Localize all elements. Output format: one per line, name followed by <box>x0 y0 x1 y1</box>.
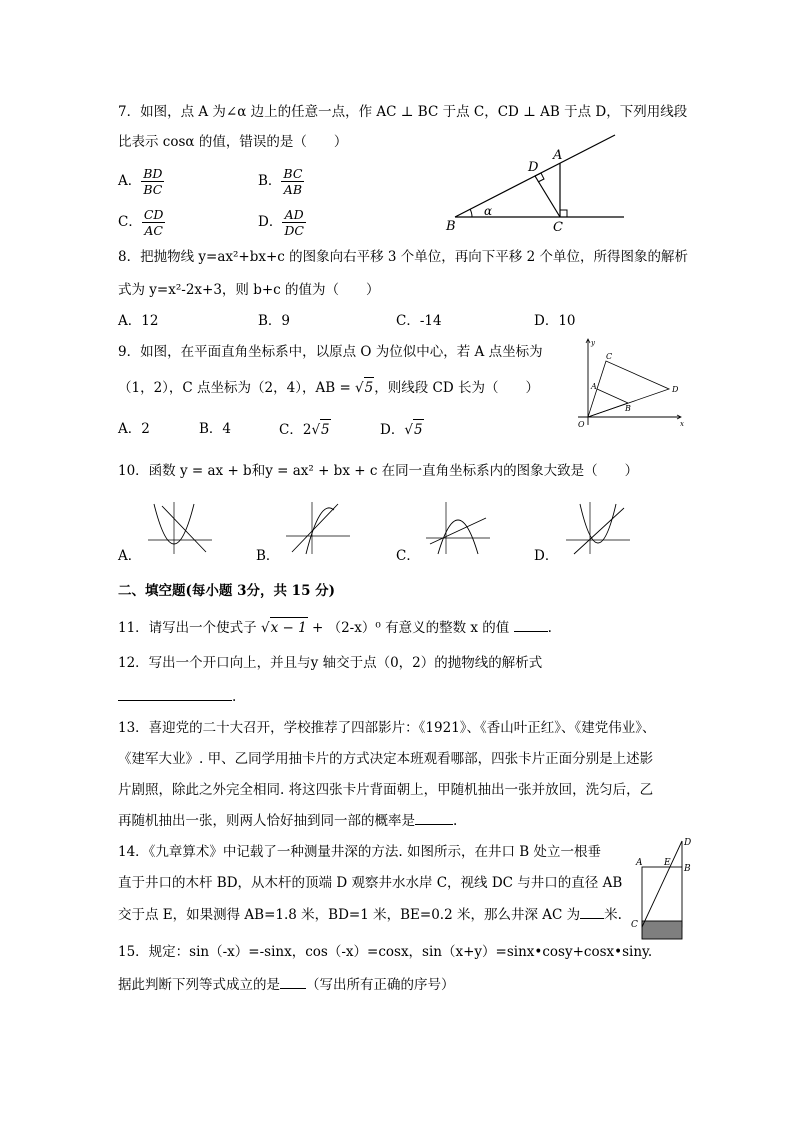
q9-option-d[interactable] <box>380 419 424 440</box>
q14-text-line2: 直于井口的木杆 BD，从木杆的顶端 D 观察井水水岸 C，视线 DC 与井口的直径 AB <box>118 875 623 891</box>
q12-period: . <box>232 689 237 705</box>
q7-option-c-letter: C． <box>118 214 142 230</box>
q14-well-figure <box>628 835 698 945</box>
q9-option-c-pre: 2 <box>302 422 312 438</box>
q10-graph-d <box>566 500 634 556</box>
q9-segment-ab <box>597 389 628 403</box>
q7-option-b-num: BC <box>283 166 303 181</box>
q9-segment-ob <box>588 403 628 417</box>
q14-label-b: B <box>684 864 691 874</box>
q10-b-line <box>292 504 338 552</box>
q9-option-d-sqrt: √ <box>404 422 413 438</box>
q14-answer-blank[interactable] <box>580 904 604 919</box>
q13-text-line2: 《建军大业》. 甲、乙同学用抽卡片的方式决定本班观看哪部，四张卡片正面分别是上述影 <box>118 751 654 767</box>
q9-text-line2-a: （1，2），C 点坐标为（2，4），AB = <box>118 380 356 396</box>
q11-text <box>118 617 552 638</box>
q7-option-c[interactable] <box>118 207 165 238</box>
q9-option-d-letter: D． <box>380 422 405 438</box>
q10-option-a[interactable]: A． <box>118 548 142 564</box>
q14-unit: 米. <box>604 907 622 923</box>
q12-answer-line <box>118 686 236 707</box>
q10-b-parabola <box>306 508 334 554</box>
q14-label-a: A <box>636 858 643 868</box>
q13-text-line4 <box>118 810 457 831</box>
q7-option-a-fraction <box>141 166 164 197</box>
q7-option-d[interactable] <box>258 207 306 238</box>
q11-text-post: + （2-x）⁰ 有意义的整数 x 的值 <box>307 620 510 636</box>
q9-label-y: y <box>591 339 595 347</box>
q7-label-d: D <box>528 160 539 175</box>
q9-label-b: B <box>625 404 631 413</box>
q15-answer-blank[interactable] <box>280 974 306 989</box>
q12-answer-blank[interactable] <box>118 686 232 701</box>
q8-text-line1: 8．把抛物线 y=ax²+bx+c 的图象向右平移 3 个单位，再向下平移 2 个单位，所得图象的解析 <box>118 249 688 265</box>
q7-text-line1: 7．如图，点 A 为∠α 边上的任意一点，作 AC ⊥ BC 于点 C，CD ⊥ AB 于点 D，下列用线段 <box>118 104 688 120</box>
q9-option-c-sqrt: √ <box>311 422 321 438</box>
q7-option-d-num: AD <box>282 207 306 223</box>
q10-d-parabola <box>580 504 616 543</box>
q8-text-line2: 式为 y=x²-2x+3，则 b+c 的值为（ ） <box>118 282 380 298</box>
q7-angle-arc <box>470 209 472 217</box>
q15-text-line2-text: 据此判断下列等式成立的是 <box>118 977 280 993</box>
q7-text-line2: 比表示 cosα 的值，错误的是（ ） <box>118 134 348 150</box>
q11-text-pre: 11．请写出一个使式子 <box>118 620 261 636</box>
q11-sqrt-radicand: x − 1 <box>270 617 308 638</box>
q14-text-line1: 14．《九章算术》中记载了一种测量井深的方法. 如图所示，在井口 B 处立一根垂 <box>118 844 602 860</box>
q9-sqrt-radicand: 5 <box>364 377 375 398</box>
q15-text-line2-tail: （写出所有正确的序号） <box>306 977 455 993</box>
q9-text-line1: 9．如图，在平面直角坐标系中，以原点 O 为位似中心，若 A 点坐标为 <box>118 344 543 360</box>
q9-label-x: x <box>680 420 684 428</box>
q13-text-line4-text: 再随机抽出一张，则两人恰好抽到同一部的概率是 <box>118 813 415 829</box>
q7-option-d-fraction <box>282 207 306 238</box>
q7-option-b[interactable] <box>258 166 304 197</box>
q8-option-c[interactable]: C．-14 <box>396 313 442 329</box>
q13-period: . <box>453 813 458 829</box>
q10-text: 10．函数 y = ax + b和y = ax² + bx + c 在同一直角坐标系内的图象大致是（ ） <box>118 463 639 479</box>
q13-text-line3: 片剧照，除此之外完全相同. 将这四张卡片背面朝上，甲随机抽出一张并放回，洗匀后，乙 <box>118 782 654 798</box>
q11-period: . <box>547 620 552 636</box>
q7-label-a: A <box>553 148 563 163</box>
q9-label-o: O <box>578 420 585 429</box>
q9-text-line2-c: ，则线段 CD 长为（ ） <box>374 380 539 396</box>
q7-option-c-den: AC <box>144 223 163 238</box>
q7-option-a-den: BC <box>143 182 163 197</box>
q9-label-a: A <box>591 382 597 391</box>
q9-sqrt-sign: √ <box>355 380 364 396</box>
q10-option-c[interactable]: C． <box>396 548 420 564</box>
q11-answer-blank[interactable] <box>514 617 548 632</box>
q7-label-alpha: α <box>484 204 493 218</box>
q10-c-parabola <box>438 520 478 554</box>
q7-option-b-den: AB <box>283 182 303 197</box>
q14-label-c: C <box>631 920 638 930</box>
q14-text-line3-text: 交于点 E，如果测得 AB=1.8 米，BD=1 米，BE=0.2 米，那么井深 AC 为 <box>118 907 581 923</box>
q10-d-line <box>574 508 624 554</box>
q7-option-a[interactable] <box>118 166 164 197</box>
q7-option-a-letter: A． <box>118 173 142 189</box>
q13-answer-blank[interactable] <box>415 810 453 825</box>
q13-text-line1: 13．喜迎党的二十大召开，学校推荐了四部影片：《1921》、《香山叶正红》、《建党伟业》、 <box>118 720 656 736</box>
q9-figure <box>566 335 691 430</box>
q10-graph-c <box>426 500 494 556</box>
q10-a-line <box>162 506 206 552</box>
q10-graph-b <box>286 500 354 556</box>
q9-option-d-rad: 5 <box>413 419 424 440</box>
q7-figure <box>440 135 640 240</box>
q14-water <box>642 921 682 939</box>
q12-text: 12．写出一个开口向上，并且与y 轴交于点（0，2）的抛物线的解析式 <box>118 655 543 671</box>
q14-sight-line <box>642 841 682 927</box>
q9-option-b-letter: B． <box>199 421 223 437</box>
q9-option-c[interactable] <box>279 419 331 440</box>
q9-option-a-text: 2 <box>141 421 150 437</box>
q15-text-line1: 15．规定：sin（-x）=-sinx，cos（-x）=cosx，sin（x+y）=sinx•cosy+cosx•siny. <box>118 944 653 960</box>
section2-title: 二、填空题(每小题 3分，共 15 分) <box>118 583 336 599</box>
q8-option-b[interactable]: B．9 <box>258 313 291 329</box>
q14-label-d: D <box>684 838 692 848</box>
q11-sqrt-sign: √ <box>260 620 270 636</box>
q14-well-outline <box>642 867 682 927</box>
q9-option-b-text: 4 <box>222 421 232 437</box>
q10-c-line <box>430 518 486 544</box>
q9-option-c-letter: C． <box>279 422 303 438</box>
q9-label-c: C <box>606 352 613 361</box>
q10-graph-a <box>148 500 216 556</box>
q7-label-c: C <box>553 220 563 235</box>
q14-text-line3 <box>118 904 622 925</box>
q8-option-a[interactable]: A．12 <box>118 313 159 329</box>
q9-option-a[interactable] <box>118 419 150 439</box>
q7-option-a-num: BD <box>143 166 163 181</box>
q14-label-e: E <box>664 858 671 868</box>
q15-text-line2 <box>118 974 455 995</box>
q8-option-d[interactable]: D．10 <box>534 313 576 329</box>
q7-option-c-num: CD <box>143 207 164 222</box>
q10-option-b[interactable]: B． <box>256 548 280 564</box>
q9-label-d: D <box>672 385 679 394</box>
q9-option-b[interactable] <box>199 419 231 439</box>
q7-option-b-letter: B． <box>258 173 282 189</box>
q7-option-d-letter: D． <box>258 214 283 230</box>
q9-option-a-letter: A． <box>118 421 142 437</box>
q10-option-d[interactable]: D． <box>534 548 559 564</box>
q9-text-line2 <box>118 377 539 398</box>
q7-option-d-den: DC <box>284 223 304 238</box>
q7-right-angle-c <box>560 210 567 217</box>
q7-option-b-fraction <box>281 166 304 197</box>
q7-label-b: B <box>446 219 456 234</box>
q7-option-c-fraction <box>142 207 166 238</box>
q9-option-c-rad: 5 <box>320 419 331 440</box>
